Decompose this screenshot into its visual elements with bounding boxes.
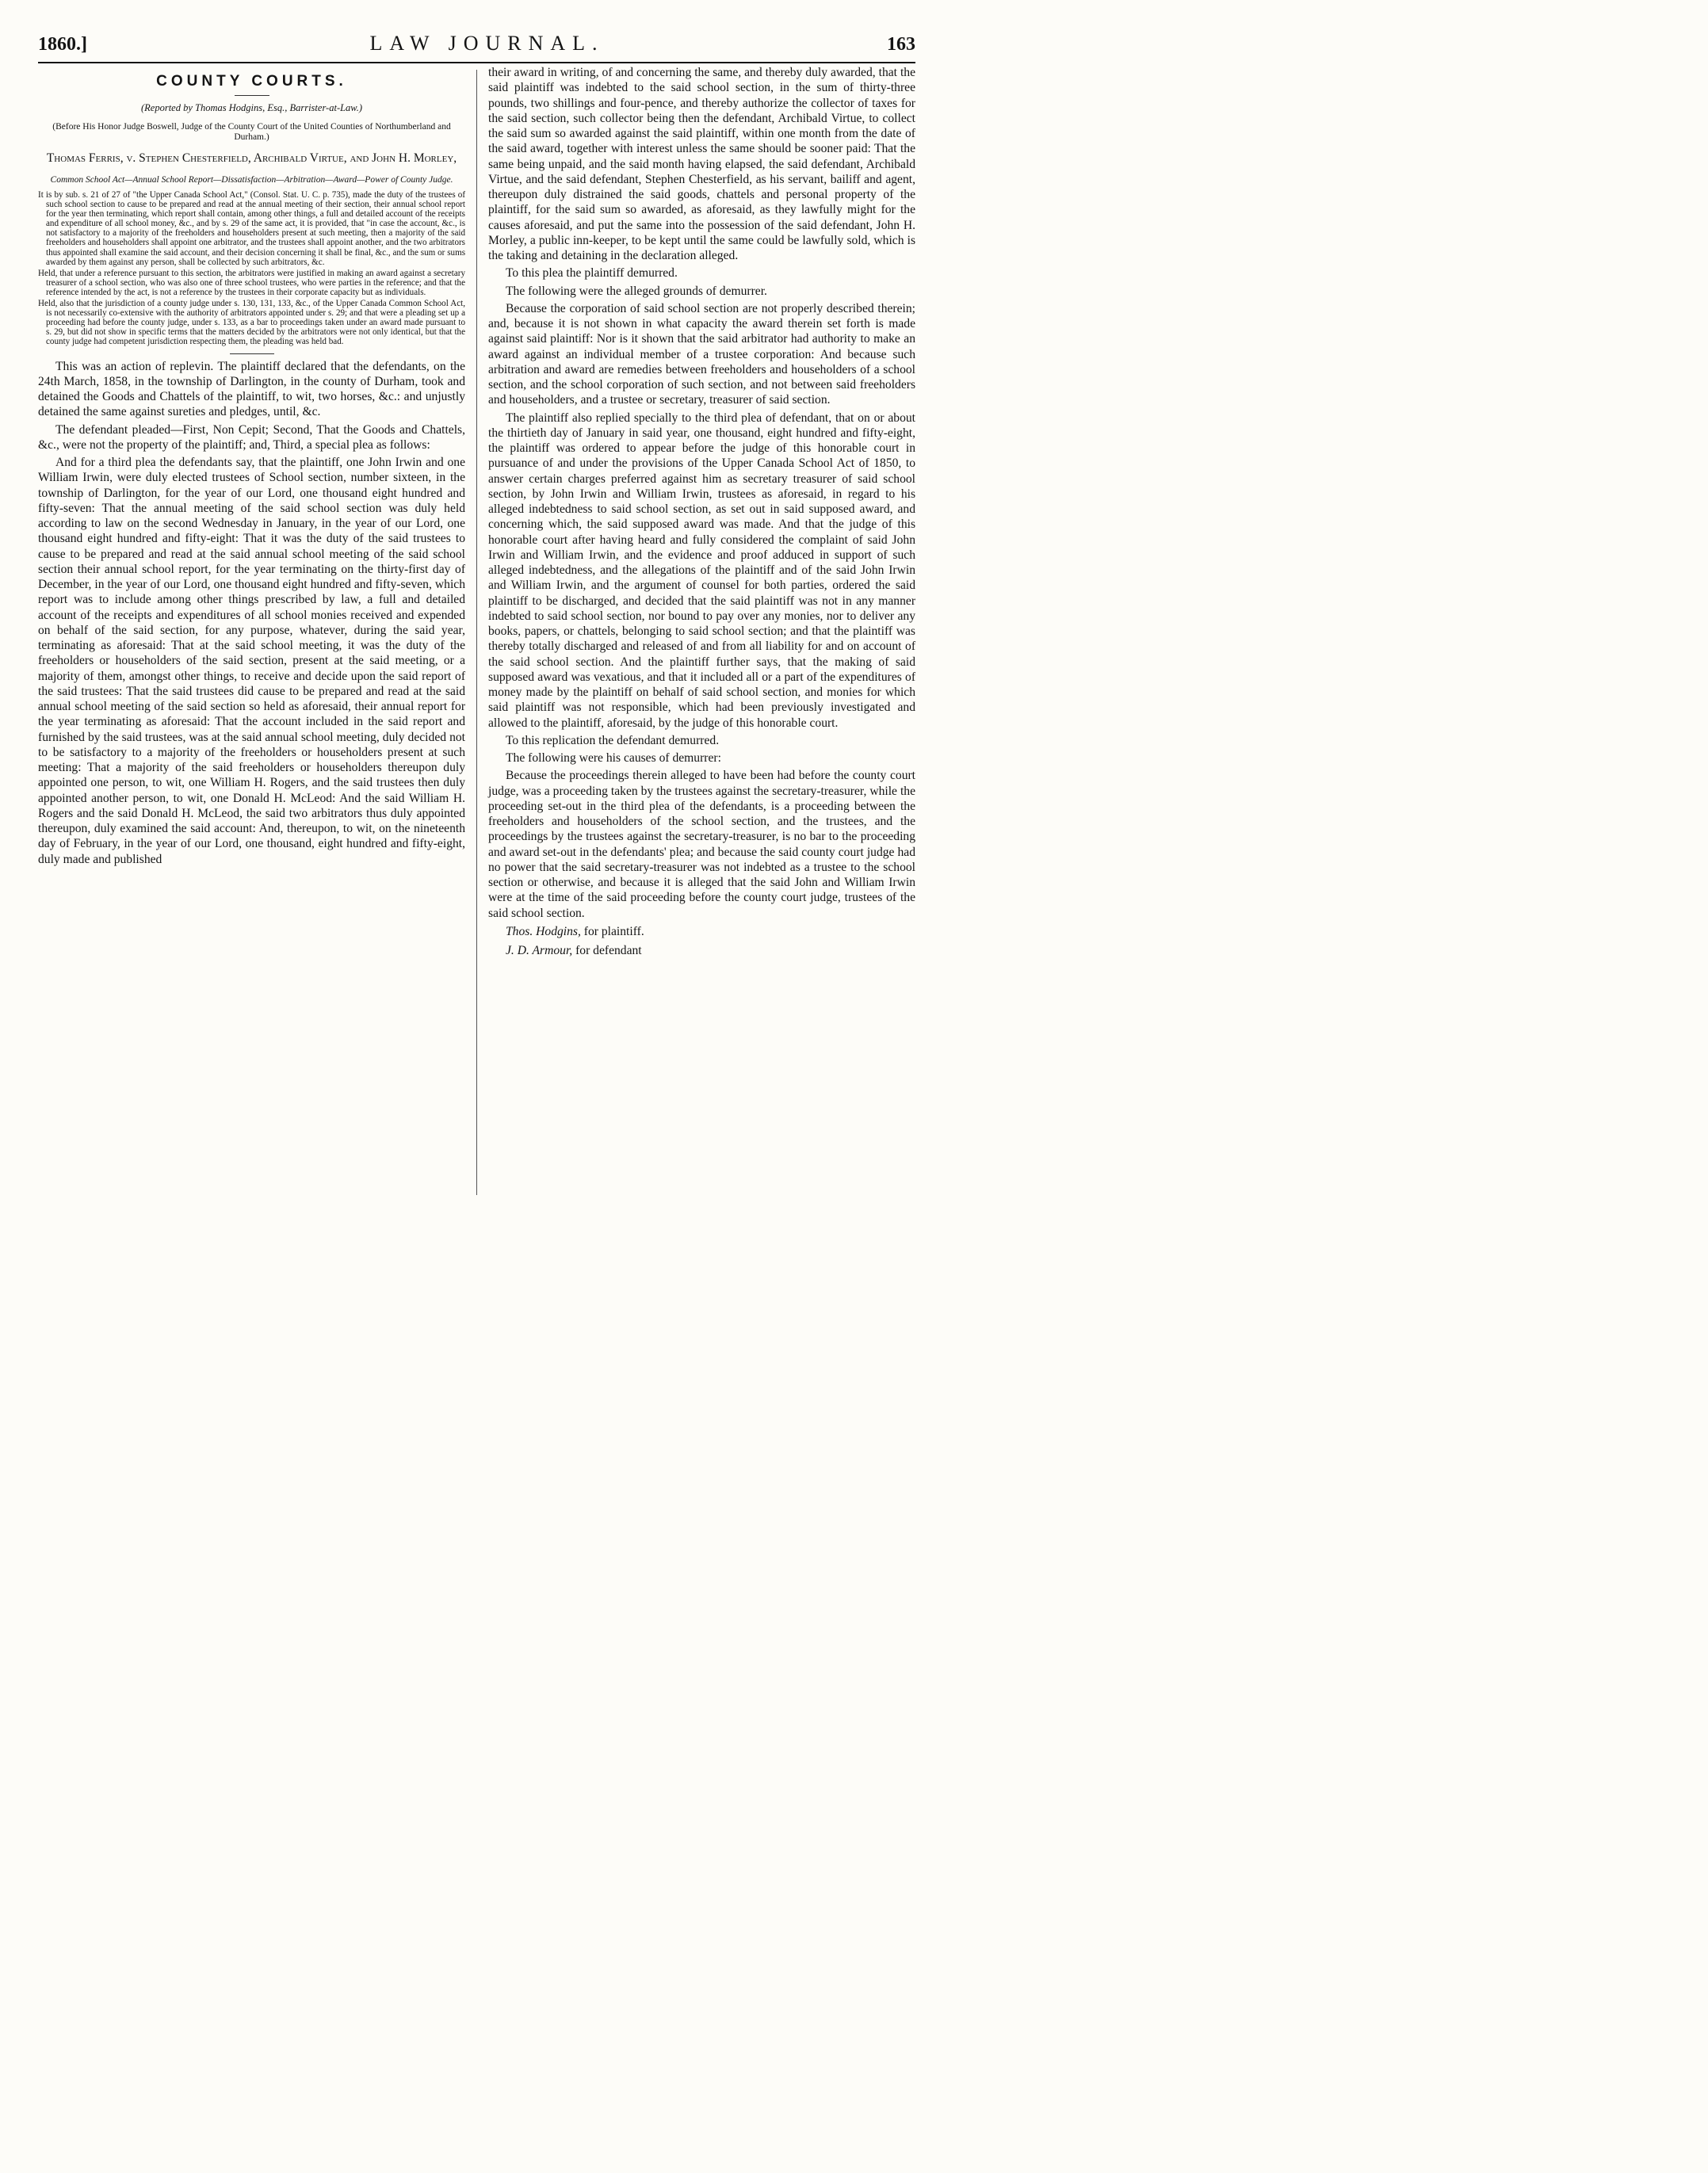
headnote: Held, also that the jurisdiction of a county judge under s. 130, 131, 133, &c., of the Upper Canada Common School Act, is not necessarily co-extensive with the authority of arbitrators appointed under s. 29; and that were a pleading set up a proceeding had before the county judge, under s. 133, as a bar to proceedings taken under an award made pursuant to s. 29, but did not show in specific terms that the matters decided by the arbitrators were not only identical, but that the county judge had competent jurisdiction respecting them, the pleading was held bad.	[38, 299, 466, 347]
counsel-role: for defendant	[572, 943, 642, 957]
journal-name: LAW JOURNAL.	[369, 32, 605, 55]
body-paragraph: The following were his causes of demurrer:	[506, 751, 721, 765]
section-title: COUNTY COURTS.	[156, 73, 347, 90]
right-column	[477, 65, 915, 1195]
counsel-role: for plaintiff.	[580, 924, 644, 938]
body-paragraph: To this replication the defendant demurred.	[506, 733, 720, 747]
text-columns	[38, 65, 915, 1195]
body-paragraph: The defendant pleaded—First, Non Cepit; Second, That the Goods and Chattels, &c., were not the property of the plaintiff; and, Third, a special plea as follows:	[38, 422, 466, 452]
counsel-line	[506, 924, 915, 940]
headnote-rule	[230, 353, 274, 354]
body-paragraph: To this plea the plaintiff demurred.	[506, 266, 678, 281]
court-note: (Before His Honor Judge Boswell, Judge of the County Court of the United Counties of Northumberland and Durham.)	[52, 122, 451, 142]
case-title: Thomas Ferris, v. Stephen Chesterfield, Archibald Virtue, and John H. Morley,	[46, 151, 457, 165]
body-paragraph: The plaintiff also replied specially to the third plea of defendant, that on or about the thirtieth day of January in said year, one thousand, eight hundred and fifty-eight, the plaintiff was ordered to appear before the judge of this honorable court in pursuance of and under the provisions of the Upper Canada School Act of 1850, to answer certain charges preferred against him as secretary treasurer of said school section, by John Irwin and William Irwin, trustees as aforesaid, in regard to his alleged indebtedness to said school section, as set out in said supposed award, and concerning which, the said supposed award was made. And that the judge of this honorable court after having heard and fully considered the complaint of said John Irwin and William Irwin, and the evidence and proof adduced in support of such alleged indebtedness, and the allegations of the plaintiff and of the said John Irwin and William Irwin, and the argument of counsel for both parties, ordered the said plaintiff to be discharged, and decided that the said plaintiff was not in any manner indebted to said school section, nor bound to pay over any monies, nor to deliver any books, papers, or chattels, belonging to said school section; and that the plaintiff was thereby totally discharged and released of and from all liability for and on account of the said school section. And the plaintiff further says, that the making of said supposed award was vexatious, and that it included all or a part of the expenditures of money made by the plaintiff on behalf of said school section, and monies for which said plaintiff was not responsible, which had been previously investigated and allowed to the plaintiff, aforesaid, by the judge of this honorable court.	[488, 411, 916, 730]
page	[0, 0, 961, 1221]
headnote: It is by sub. s. 21 of 27 of "the Upper Canada School Act," (Consol. Stat. U. C. p. 735), made the duty of the trustees of such school section to cause to be prepared and read at the annual meeting of their section, their annual school report for the year then terminating, which report shall contain, among other things, a full and detailed account of the receipts and expenditure of all school money, &c., and by s. 29 of the same act, it is provided, that "in case the account, &c., is not satisfactory to a majority of the freeholders and householders present at such meeting, then a majority of the said freeholders and householders shall appoint one arbitrator, and the trustees shall appoint another, and the two arbitrators thus appointed shall examine the said account, and their decision concerning it shall be final, &c., and the sum or sums awarded by them against any person, shall be collected by such arbitrators, &c.	[38, 190, 466, 267]
counsel-name: J. D. Armour,	[506, 943, 573, 957]
counsel-name: Thos. Hodgins,	[506, 924, 581, 938]
header-rule	[38, 62, 915, 63]
counsel-line	[506, 943, 915, 959]
body-paragraph: Because the proceedings therein alleged to have been had before the county court judge, was a proceeding taken by the trustees against the secretary-treasurer, while the proceeding set-out in the third plea of the defendants, is a proceeding between the freeholders and householders of the school section, and the trustees, and the proceedings by the trustees against the secretary-treasurer, is no bar to the proceeding and award set-out in the defendants' plea; and because the said county court judge had no power that the said secretary-treasurer was not indebted as a trustee to the school section or otherwise, and because it is alleged that the said John and William Irwin were at the time of the said proceeding before the county court judge, trustees of the said school section.	[488, 769, 916, 920]
body-paragraph: The following were the alleged grounds of demurrer.	[506, 284, 767, 298]
body-paragraph: And for a third plea the defendants say, that the plaintiff, one John Irwin and one William Irwin, were duly elected trustees of School section, number sixteen, in the township of Darlington, for the year of our Lord, one thousand eight hundred and fifty-seven: That the annual meeting of the said school section was duly held according to law on the second Wednesday in January, in the year of our Lord, one thousand eight hundred and fifty-eight: That it was the duty of the said trustees to cause to be prepared and read at the said annual school meeting of the said school section their annual school report, for the year terminating on the thirty-first day of December, in the year of our Lord, one thousand eight hundred and fifty-seven, which report was to include among other things prescribed by law, a full and detailed account of the receipts and expenditures of all school monies received and expended on behalf of the said section, for any purpose, whatever, during the said year, terminating as aforesaid: That at the said school meeting, it was the duty of the freeholders or householders of the said section, present at the said meeting, or a majority of them, amongst other things, to receive and decide upon the said report of the said trustees: That the said trustees did cause to be prepared and read at the said annual school meeting of the said section so held as aforesaid, their annual report for the year terminating as aforesaid: That the account included in the said report and furnished by the said trustees, was at the said annual school meeting, duly decided not to be satisfactory to a majority of the freeholders or householders present at such meeting: That a majority of the said freeholders or householders thereupon duly appointed one person, to wit, one William H. Rogers, and the said trustees then duly appointed another person, to wit, one Donald H. McLeod: And the said William H. Rogers and the said Donald H. McLeod, the said two arbitrators thus duly appointed thereupon, duly examined the said account: And, thereupon, to wit, on the nineteenth day of February, in the year of our Lord, one thousand, eight hundred and fifty-eight, duly made and published	[38, 456, 466, 866]
headnote-keywords: Common School Act—Annual School Report—Dissatisfaction—Arbitration—Award—Power of County Judge.	[50, 175, 453, 185]
reporter-credit: (Reported by Thomas Hodgins, Esq., Barrister-at-Law.)	[140, 102, 363, 113]
left-column	[38, 65, 476, 1195]
page-number: 163	[887, 34, 915, 55]
running-head	[38, 32, 915, 59]
title-rule	[235, 95, 269, 96]
body-paragraph: their award in writing, of and concerning the same, and thereby duly awarded, that the said plaintiff was indebted to the said school section, in the sum of thirty-three pounds, two shillings and four-pence, and thereby authorize the collector of taxes for the said section, such collector being then the defendant, Archibald Virtue, to collect the said sum so awarded against the said plaintiff, within one month from the date of the said award, together with interest unless the same should be sooner paid: That the same being unpaid, and the said month having elapsed, the said defendant, Archibald Virtue, and the said defendant, Stephen Chesterfield, as his servant, bailiff and agent, thereupon duly distrained the said goods, chattels and personal property of the plaintiff, for the said sum so awarded, as aforesaid, as they lawfully might for the causes aforesaid, and put the same into the possession of the said defendant, John H. Morley, a public inn-keeper, to be kept until the same could be lawfully sold, which is the taking and detaining in the declaration alleged.	[488, 66, 916, 262]
headnote: Held, that under a reference pursuant to this section, the arbitrators were justified in making an award against a secretary treasurer of a school section, who was also one of three school trustees, who were parties in the reference; and that the reference intended by the act, is not a reference by the trustees in their corporate capacity but as individuals.	[38, 268, 466, 297]
body-paragraph: This was an action of replevin. The plaintiff declared that the defendants, on the 24th March, 1858, in the township of Darlington, in the county of Durham, took and detained the Goods and Chattels of the plaintiff, to wit, two horses, &c.: and unjustly detained the same against sureties and pledges, until, &c.	[38, 359, 466, 419]
page-year: 1860.]	[38, 34, 87, 55]
body-paragraph: Because the corporation of said school section are not properly described therein; and, because it is not shown in what capacity the award therein set forth is made against said plaintiff: Nor is it shown that the said arbitrator had authority to make an award against an individual member of a trustee corporation: And because such arbitration and award are remedies between freeholders and householders of a school section, and the school corporation of such section, and not between said freeholders and householders, and a trustee or secretary, treasurer of said section.	[488, 301, 916, 407]
